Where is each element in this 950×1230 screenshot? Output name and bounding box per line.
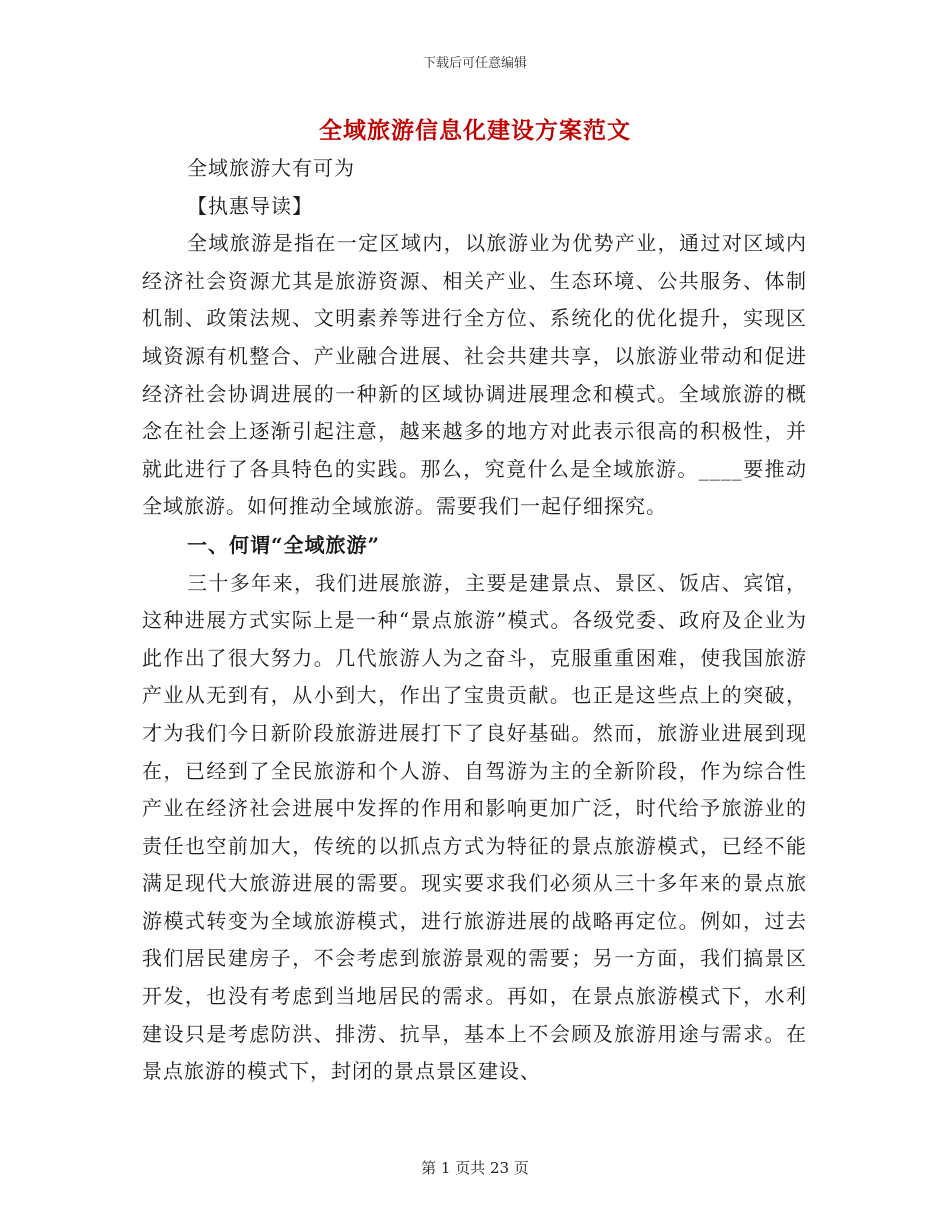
document-body (142, 150, 807, 1091)
section-paragraph-1: 三十多年来，我们进展旅游，主要是建景点、景区、饭店、宾馆，这种进展方式实际上是一种“景点旅游”模式。各级党委、政府及企业为此作出了很大努力。几代旅游人为之奋斗，克服重重困难，使我国旅游产业从无到有，从小到大，作出了宝贵贡献。也正是这些点上的突破，才为我们今日新阶段旅游进展打下了良好基础。然而，旅游业进展到现在，已经到了全民旅游和个人游、自驾游为主的全新阶段，作为综合性产业在经济社会进展中发挥的作用和影响更加广泛，时代给予旅游业的责任也空前加大，传统的以抓点方式为特征的景点旅游模式，已经不能满足现代大旅游进展的需要。现实要求我们必须从三十多年来的景点旅游模式转变为全域旅游模式，进行旅游进展的战略再定位。例如，过去我们居民建房子，不会考虑到旅游景观的需要；另一方面，我们搞景区开发，也没有考虑到当地居民的需求。再如，在景点旅游模式下，水利建设只是考虑防洪、排涝、抗旱，基本上不会顾及旅游用途与需求。在景点旅游的模式下，封闭的景点景区建设、 (142, 570, 807, 1084)
page-header-note: 下载后可任意编辑 (422, 56, 527, 71)
section-heading-1: 一、何谓“全域旅游” (187, 532, 381, 557)
page-number: 第 1 页共 23 页 (421, 1159, 529, 1177)
intro-paragraph: 全域旅游是指在一定区域内，以旅游业为优势产业，通过对区域内经济社会资源尤其是旅游资源、相关产业、生态环境、公共服务、体制机制、政策法规、文明素养等进行全方位、系统化的优化提升，实现区域资源有机整合、产业融合进展、社会共建共享，以旅游业带动和促进经济社会协调进展的一种新的区域协调进展理念和模式。全域旅游的概念在社会上逐渐引起注意，越来越多的地方对此表示很高的积极性，并就此进行了各具特色的实践。那么，究竟什么是全域旅游。____要推动全域旅游。如何推动全域旅游。需要我们一起仔细探究。 (142, 231, 807, 519)
lead-tag: 【执惠导读】 (187, 193, 313, 218)
document-subtitle: 全域旅游大有可为 (187, 156, 355, 180)
document-title: 全域旅游信息化建设方案范文 (319, 117, 631, 144)
